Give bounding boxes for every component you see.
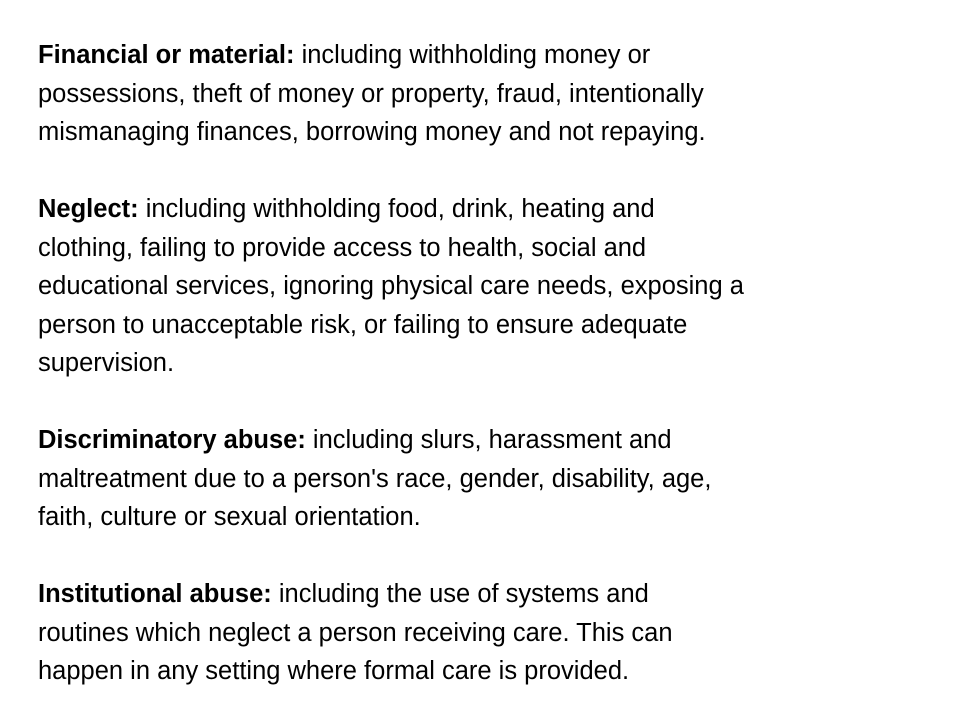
paragraph-spacer [38,537,938,576]
slide-body [38,36,938,691]
paragraph-line [38,190,938,229]
paragraph-term: Neglect: [38,195,139,223]
paragraph-line [38,575,938,614]
paragraph-text: including the use of systems and [271,580,649,608]
paragraph-text: including withholding money or [294,41,651,69]
paragraph-financial [38,36,938,152]
paragraph-line: supervision. [38,349,175,377]
paragraph-neglect [38,190,938,383]
paragraph-line: possessions, theft of money or property, fraud, intentionally [38,79,704,108]
paragraph-line: happen in any setting where formal care is provided. [38,657,630,685]
paragraph-line [38,421,938,460]
paragraph-line: maltreatment due to a person's race, gender, disability, age, [38,464,712,493]
paragraph-institutional [38,575,938,691]
paragraph-line: routines which neglect a person receiving care. This can [38,618,673,647]
paragraph-line [38,36,938,75]
paragraph-text: including withholding food, drink, heating and [138,195,655,223]
paragraph-term: Discriminatory abuse: [38,426,306,454]
paragraph-text: including slurs, harassment and [305,426,672,454]
paragraph-spacer [38,383,938,422]
paragraph-line: faith, culture or sexual orientation. [38,503,421,531]
paragraph-spacer [38,152,938,191]
paragraph-term: Institutional abuse: [38,580,272,608]
paragraph-line: educational services, ignoring physical care needs, exposing a [38,272,744,300]
paragraph-line: mismanaging finances, borrowing money and not repaying. [38,118,706,146]
paragraph-term: Financial or material: [38,41,295,69]
paragraph-discriminatory [38,421,938,537]
paragraph-line: clothing, failing to provide access to health, social and [38,233,647,262]
paragraph-line: person to unacceptable risk, or failing to ensure adequate [38,310,688,339]
